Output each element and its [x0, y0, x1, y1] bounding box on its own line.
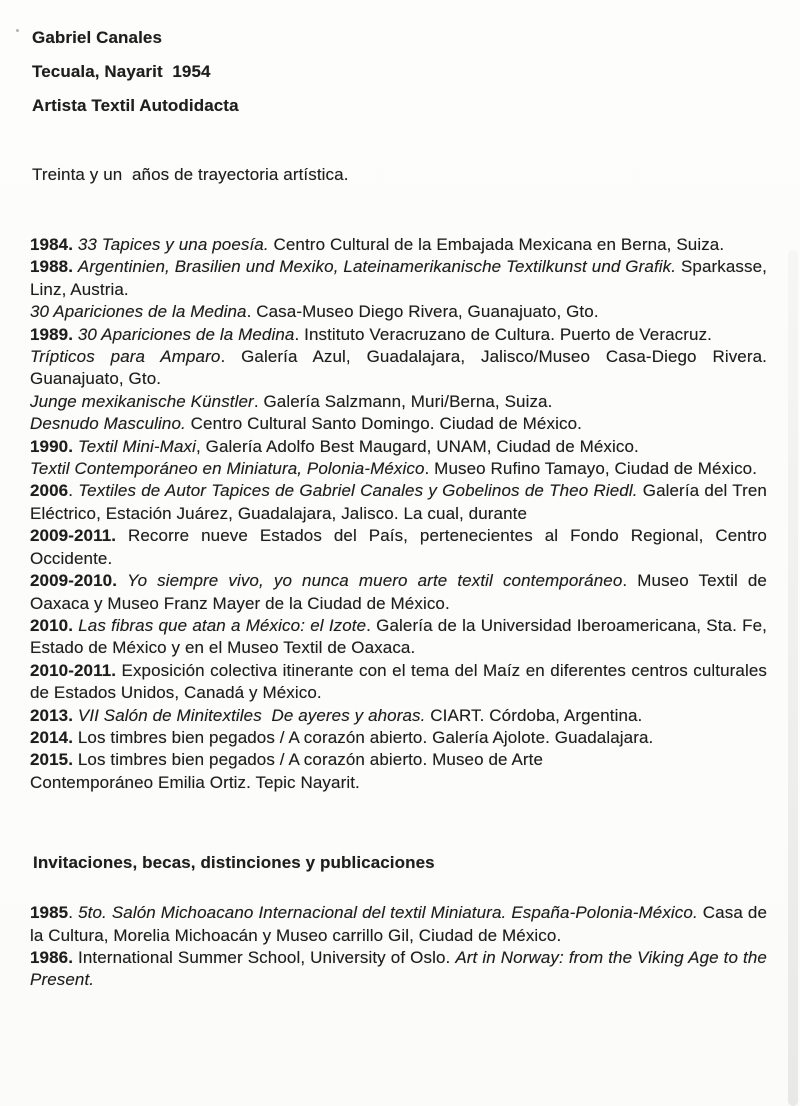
entry-segment: Contemporáneo Emilia Ortiz. Tepic Nayarit.: [30, 772, 360, 792]
entry-segment: , Galería Adolfo Best Maugard, UNAM, Ciudad de México.: [195, 436, 639, 456]
entry-segment: CIART. Córdoba, Argentina.: [425, 705, 643, 725]
entry: [30, 346, 767, 391]
entry-segment: Trípticos para Amparo: [30, 347, 221, 367]
entry-segment: . Galería Azul, Guadalajara, Jalisco/Museo Casa-Diego Rivera. Guanajuato, Gto.: [30, 347, 767, 389]
entry: [30, 660, 767, 705]
entry-segment: . Galería Salzmann, Muri/Berna, Suiza.: [253, 391, 553, 411]
entry-segment: . Museo Textil de Oaxaca y Museo Franz Mayer de la Ciudad de México.: [30, 571, 767, 613]
entry-segment: Centro Cultural de la Embajada Mexicana en Berna, Suiza.: [273, 235, 725, 254]
entry-segment: Sparkasse, Linz, Austria.: [30, 257, 767, 299]
entry-segment: 2014.: [30, 727, 78, 747]
entry-segment: 1989.: [30, 324, 78, 344]
scan-edge-artifact: [788, 250, 798, 1106]
entry: [30, 301, 767, 323]
entry: [30, 324, 767, 346]
entry-segment: 1985: [30, 903, 69, 923]
entry-segment: . Instituto Veracruzano de Cultura. Puerto de Veracruz.: [294, 324, 712, 344]
entry-segment: 2010.: [30, 615, 79, 635]
entry-segment: Yo siempre vivo, yo nunca muero arte textil contemporáneo: [127, 571, 623, 591]
artist-origin: Tecuala, Nayarit 1954: [32, 62, 211, 81]
entry-segment: 2015.: [30, 750, 78, 770]
entry-segment: Art in Norway: from the Viking Age to the Present.: [30, 947, 767, 990]
entry-segment: Casa de la Cultura, Morelia Michoacán y Museo carrillo Gil, Ciudad de México.: [30, 903, 768, 945]
entry-segment: Textil Mini-Maxi: [77, 436, 196, 456]
entry: [30, 256, 767, 301]
entry: [30, 436, 767, 458]
entry-segment: 1986.: [30, 947, 79, 967]
entry-segment: 5to. Salón Michoacano Internacional del textil Miniatura. España-Polonia-México.: [78, 903, 698, 923]
entry-segment: Los timbres bien pegados / A corazón abierto. Museo de Arte: [77, 750, 544, 770]
entry: [30, 413, 767, 435]
entry-segment: Las fibras que atan a México: el Izote: [78, 615, 367, 635]
entry-segment: International Summer School, University of Oslo.: [78, 947, 456, 967]
entry-segment: 2009-2011.: [30, 526, 128, 546]
entry-segment: Exposición colectiva itinerante con el tema del Maíz en diferentes centros culturales de Estados Unidos, Canadá y México.: [30, 660, 767, 703]
entry-segment: Desnudo Masculino.: [30, 414, 186, 434]
entry-segment: Textil Contemporáneo en Miniatura, Polonia-México: [30, 459, 425, 479]
trajectory-list: [30, 234, 767, 794]
document-header: [30, 27, 767, 117]
entry-segment: 2010-2011.: [30, 660, 122, 680]
entry: [30, 570, 767, 615]
entry-segment: Argentinien, Brasilien und Mexiko, Lateinamerikanische Textilkunst und Grafik.: [77, 257, 681, 277]
entry-segment: 30 Apariciones de la Medina: [30, 302, 247, 322]
distinctions-heading: Invitaciones, becas, distinciones y publicaciones: [33, 853, 435, 873]
entry: [30, 902, 767, 947]
entry-segment: 30 Apariciones de la Medina: [77, 324, 295, 344]
artist-name: Gabriel Canales: [32, 28, 163, 47]
entry: [30, 391, 767, 413]
entry-segment: 2006: [30, 481, 69, 501]
entry: [30, 234, 767, 256]
entry-segment: 33 Tapices y una poesía.: [77, 235, 274, 254]
distinctions-list: [30, 902, 767, 992]
entry-segment: Textiles de Autor Tapices de Gabriel Canales y Gobelinos de Theo Riedl.: [78, 481, 638, 501]
entry-segment: . Casa-Museo Diego Rivera, Guanajuato, Gto.: [246, 302, 599, 322]
entry: [30, 480, 767, 525]
entry-segment: . Galería de la Universidad Iberoamericana, Sta. Fe, Estado de México y en el Museo Textil de Oaxaca.: [30, 615, 767, 658]
entry-segment: 1990.: [30, 436, 78, 456]
entry-segment: 1988.: [30, 257, 78, 277]
artist-profession: Artista Textil Autodidacta: [32, 96, 239, 115]
entry: [30, 727, 767, 749]
entry: [30, 525, 767, 570]
entry: [30, 947, 767, 992]
entry-segment: .: [68, 481, 79, 501]
entry-segment: 2013.: [30, 705, 78, 725]
entry: [30, 705, 767, 727]
entry-segment: Galería del Tren Eléctrico, Estación Juárez, Guadalajara, Jalisco. La cual, durante: [30, 481, 767, 523]
entry-segment: Centro Cultural Santo Domingo. Ciudad de México.: [185, 414, 582, 434]
entry-segment: .: [68, 903, 79, 923]
entry-segment: Junge mexikanische Künstler: [30, 391, 254, 411]
entry: [30, 615, 767, 660]
entry-segment: . Museo Rufino Tamayo, Ciudad de México.: [424, 459, 758, 479]
entry-segment: 2009-2010.: [30, 571, 128, 591]
entry: [30, 458, 767, 480]
scan-speck-artifact: [16, 29, 19, 32]
entry-segment: Recorre nueve Estados del País, pertenecientes al Fondo Regional, Centro Occidente.: [30, 526, 767, 568]
entry: [30, 749, 767, 794]
entry-segment: Los timbres bien pegados / A corazón abierto. Galería Ajolote. Guadalajara.: [77, 727, 654, 747]
entry-segment: 1984.: [30, 235, 78, 254]
entry-segment: VII Salón de Minitextiles De ayeres y ahoras.: [77, 705, 426, 725]
trajectory-tagline: Treinta y un años de trayectoria artística.: [32, 165, 349, 184]
